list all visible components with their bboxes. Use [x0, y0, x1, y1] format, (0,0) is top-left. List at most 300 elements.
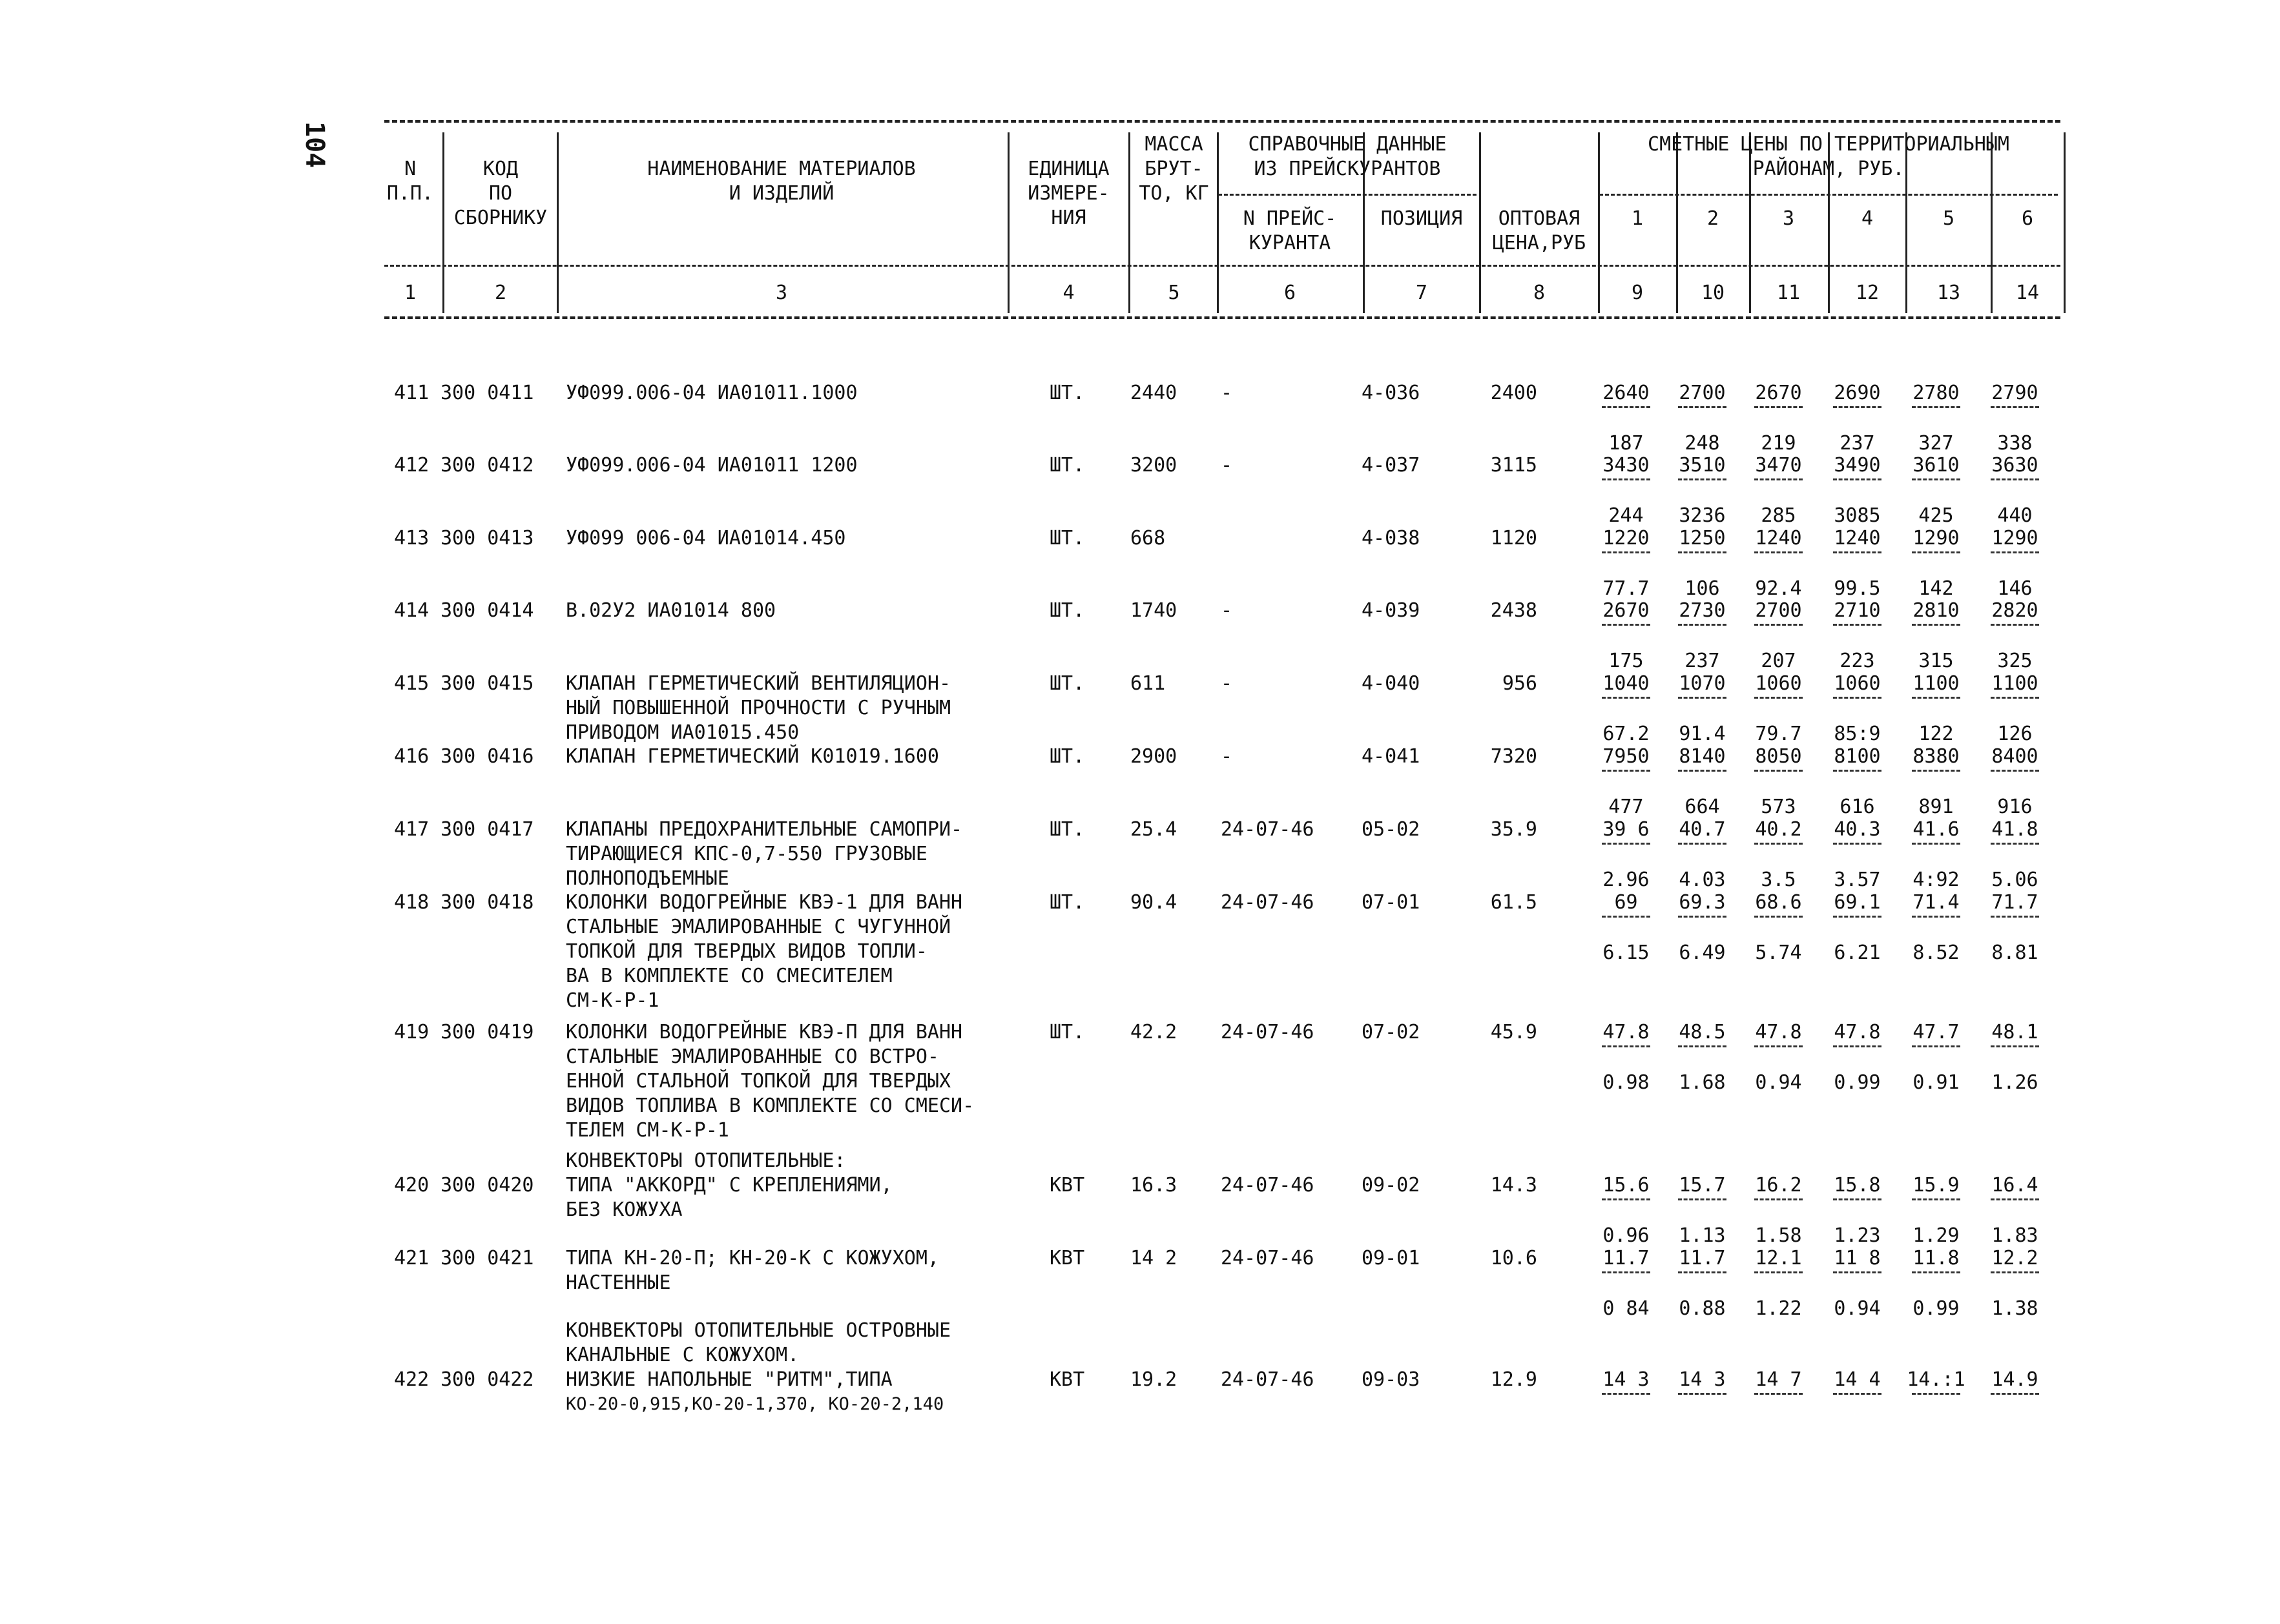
wholesale-price: 3115: [1490, 454, 1537, 477]
region-price-5: [1905, 745, 1967, 819]
header-col-number: N: [404, 158, 417, 180]
row-number: 418: [394, 891, 430, 914]
fraction-bar: [1833, 843, 1881, 845]
region-price-4: [1827, 599, 1888, 673]
region-price-1: [1595, 817, 1657, 892]
row-code: 300 0413: [440, 527, 534, 550]
estimated-price: 2670: [1602, 599, 1650, 622]
fraction-bar: [1912, 1271, 1960, 1273]
region-price-6: [1984, 526, 2046, 601]
transport-cost: 1.58: [1755, 1224, 1802, 1247]
header-top-rule: [384, 120, 2060, 123]
transport-cost: 99.5: [1834, 577, 1881, 600]
region-price-6: [1984, 453, 2046, 528]
header-column-index: 2: [494, 282, 507, 304]
header-region-5: 5: [1942, 207, 1955, 230]
transport-cost: 4:92: [1912, 869, 1960, 891]
transport-cost: 91.4: [1679, 723, 1726, 745]
header-col-pricelist: N ПРЕЙС-: [1243, 207, 1337, 230]
region-price-4: [1827, 890, 1888, 965]
region-price-4: [1827, 381, 1888, 456]
estimated-price: 2730: [1679, 599, 1726, 622]
transport-cost: 187: [1608, 432, 1644, 455]
estimated-price: 69: [1614, 891, 1638, 914]
estimated-price: 11.7: [1679, 1247, 1726, 1269]
estimated-price: 15.7: [1679, 1174, 1726, 1197]
region-price-5: [1905, 453, 1967, 528]
row-number: 415: [394, 672, 430, 695]
region-price-4: [1827, 1368, 1888, 1443]
region-price-3: [1748, 1020, 1809, 1095]
price-list-position: 4-039: [1362, 599, 1420, 622]
fraction-bar: [1602, 770, 1650, 772]
transport-cost: 0.94: [1755, 1071, 1802, 1094]
transport-cost: 0.91: [1912, 1071, 1960, 1094]
estimated-price: 3610: [1912, 454, 1960, 477]
fraction-bar: [1833, 1045, 1881, 1047]
fraction-bar: [1754, 1045, 1803, 1047]
header-col-mass: МАССА: [1145, 133, 1203, 156]
estimated-price: 41.6: [1912, 818, 1960, 841]
region-price-1: [1595, 745, 1657, 819]
estimated-price: 1040: [1602, 672, 1650, 695]
estimated-price: 2670: [1755, 382, 1802, 404]
region-price-1: [1595, 599, 1657, 673]
price-list-number: 24-07-46: [1221, 891, 1314, 914]
fraction-bar: [1678, 916, 1726, 918]
estimated-price: 40.2: [1755, 818, 1802, 841]
region-price-6: [1984, 381, 2046, 456]
header-bottom-rule: [384, 316, 2060, 319]
row-code: 300 0415: [440, 672, 534, 695]
fraction-bar: [1912, 478, 1960, 480]
estimated-price: 48.5: [1679, 1021, 1726, 1043]
material-name: КО-20-0,915,КО-20-1,370, КО-20-2,140: [566, 1394, 944, 1414]
transport-cost: 315: [1918, 650, 1954, 672]
estimated-price: 14 7: [1755, 1368, 1802, 1391]
header-col-position: ПОЗИЦИЯ: [1380, 207, 1463, 230]
estimated-price: 1220: [1602, 527, 1650, 550]
estimated-price: 40.3: [1834, 818, 1881, 841]
fraction-bar: [1991, 916, 2039, 918]
transport-cost: 891: [1918, 796, 1954, 818]
region-price-4: [1827, 1020, 1888, 1095]
estimated-price: 15.9: [1912, 1174, 1960, 1197]
material-name: КОЛОНКИ ВОДОГРЕЙНЫЕ КВЭ-1 ДЛЯ ВАНН: [566, 891, 963, 914]
region-price-2: [1672, 890, 1733, 965]
row-code: 300 0417: [440, 818, 534, 841]
row-code: 300 0420: [440, 1174, 534, 1197]
material-name: ТЕЛЕМ СМ-К-Р-1: [566, 1119, 729, 1142]
material-name: СТАЛЬНЫЕ ЭМАЛИРОВАННЫЕ СО ВСТРО-: [566, 1045, 939, 1068]
region-price-6: [1984, 745, 2046, 819]
group-title: КАНАЛЬНЫЕ С КОЖУХОМ.: [566, 1344, 800, 1366]
region-price-2: [1672, 1020, 1733, 1095]
price-list-number: 24-07-46: [1221, 1368, 1314, 1391]
fraction-bar: [1678, 770, 1726, 772]
wholesale-price: 2438: [1490, 599, 1537, 622]
region-price-3: [1748, 1368, 1809, 1443]
row-code: 300 0412: [440, 454, 534, 477]
row-number: 413: [394, 527, 430, 550]
fraction-bar: [1754, 916, 1803, 918]
estimated-price: 11 8: [1834, 1247, 1881, 1269]
transport-cost: 1.23: [1834, 1224, 1881, 1247]
estimated-price: 47.7: [1912, 1021, 1960, 1043]
estimated-price: 47.8: [1602, 1021, 1650, 1043]
transport-cost: 338: [1997, 432, 2033, 455]
header-price-group: СМЕТНЫЕ ЦЕНЫ ПО ТЕРРИТОРИАЛЬНЫМ: [1648, 133, 2009, 156]
header-col-number: П.П.: [386, 182, 434, 205]
fraction-bar: [1678, 1393, 1726, 1395]
region-price-5: [1905, 890, 1967, 965]
price-list-position: 09-01: [1362, 1247, 1420, 1269]
price-list-number: -: [1221, 672, 1233, 695]
estimated-price: 1060: [1755, 672, 1802, 695]
transport-cost: 3236: [1679, 504, 1726, 527]
fraction-bar: [1602, 624, 1650, 626]
transport-cost: 325: [1997, 650, 2033, 672]
estimated-price: 1240: [1834, 527, 1881, 550]
region-price-1: [1595, 453, 1657, 528]
region-price-2: [1672, 453, 1733, 528]
transport-cost: 67.2: [1602, 723, 1650, 745]
estimated-price: 14.:1: [1907, 1368, 1965, 1391]
estimated-price: 2700: [1755, 599, 1802, 622]
header-column-divider: [442, 132, 444, 313]
fraction-bar: [1602, 1271, 1650, 1273]
fraction-bar: [1991, 770, 2039, 772]
header-region-3: 3: [1782, 207, 1795, 230]
price-list-number: 24-07-46: [1221, 1247, 1314, 1269]
unit-of-measure: ШТ.: [1050, 672, 1085, 695]
wholesale-price: 61.5: [1490, 891, 1537, 914]
region-price-3: [1748, 745, 1809, 819]
estimated-price: 69.1: [1834, 891, 1881, 914]
transport-cost: [1905, 1418, 1967, 1443]
estimated-price: 1250: [1679, 527, 1726, 550]
price-list-position: 4-040: [1362, 672, 1420, 695]
material-name: НЫЙ ПОВЫШЕННОЙ ПРОЧНОСТИ С РУЧНЫМ: [566, 697, 951, 719]
fraction-bar: [1833, 551, 1881, 553]
region-price-6: [1984, 1246, 2046, 1321]
fraction-bar: [1754, 478, 1803, 480]
fraction-bar: [1602, 551, 1650, 553]
row-number: 411: [394, 382, 430, 404]
estimated-price: 7950: [1602, 745, 1650, 768]
region-price-5: [1905, 526, 1967, 601]
region-price-1: [1595, 1020, 1657, 1095]
header-ref-group: СПРАВОЧНЫЕ ДАННЫЕ: [1248, 133, 1447, 156]
transport-cost: [1672, 1418, 1733, 1443]
unit-of-measure: ШТ.: [1050, 454, 1085, 477]
region-price-6: [1984, 672, 2046, 746]
transport-cost: 92.4: [1755, 577, 1802, 600]
transport-cost: 0.96: [1602, 1224, 1650, 1247]
row-code: 300 0419: [440, 1021, 534, 1043]
region-price-2: [1672, 1173, 1733, 1248]
region-price-1: [1595, 526, 1657, 601]
estimated-price: 68.6: [1755, 891, 1802, 914]
fraction-bar: [1833, 770, 1881, 772]
transport-cost: [1748, 1418, 1809, 1443]
price-list-number: 24-07-46: [1221, 1174, 1314, 1197]
wholesale-price: 956: [1502, 672, 1537, 695]
material-name: КОЛОНКИ ВОДОГРЕЙНЫЕ КВЭ-П ДЛЯ ВАНН: [566, 1021, 963, 1043]
row-code: 300 0421: [440, 1247, 534, 1269]
estimated-price: 48.1: [1991, 1021, 2038, 1043]
estimated-price: 1060: [1834, 672, 1881, 695]
estimated-price: 14.9: [1991, 1368, 2038, 1391]
estimated-price: 47.8: [1834, 1021, 1881, 1043]
estimated-price: 40.7: [1679, 818, 1726, 841]
unit-of-measure: КВТ: [1050, 1174, 1085, 1197]
fraction-bar: [1833, 916, 1881, 918]
estimated-price: 1100: [1991, 672, 2038, 695]
region-price-5: [1905, 1173, 1967, 1248]
fraction-bar: [1678, 1045, 1726, 1047]
fraction-bar: [1833, 406, 1881, 408]
estimated-price: 11.7: [1602, 1247, 1650, 1269]
price-list-position: 4-041: [1362, 745, 1420, 768]
fraction-bar: [1754, 406, 1803, 408]
material-name: НАСТЕННЫЕ: [566, 1271, 671, 1294]
region-price-4: [1827, 1246, 1888, 1321]
row-number: 420: [394, 1174, 430, 1197]
fraction-bar: [1678, 624, 1726, 626]
header-column-index: 3: [775, 282, 788, 304]
fraction-bar: [1833, 478, 1881, 480]
fraction-bar: [1602, 843, 1650, 845]
unit-of-measure: КВТ: [1050, 1247, 1085, 1269]
material-name: ТИПА "АККОРД" С КРЕПЛЕНИЯМИ,: [566, 1174, 893, 1197]
region-price-5: [1905, 817, 1967, 892]
header-mid-rule: [384, 265, 2060, 267]
estimated-price: 15.6: [1602, 1174, 1650, 1197]
header-region-2: 2: [1706, 207, 1719, 230]
header-column-index: 12: [1855, 282, 1880, 304]
price-list-position: 09-03: [1362, 1368, 1420, 1391]
transport-cost: [1595, 1418, 1657, 1443]
header-price-group: РАЙОНАМ, РУБ.: [1752, 158, 1905, 180]
header-col-code: СБОРНИКУ: [453, 207, 548, 229]
transport-cost: 126: [1997, 723, 2033, 745]
material-name: ТИПА КН-20-П; КН-20-К С КОЖУХОМ,: [566, 1247, 939, 1269]
gross-mass: 1740: [1130, 599, 1177, 622]
region-price-5: [1905, 1246, 1967, 1321]
gross-mass: 42.2: [1130, 1021, 1177, 1043]
price-list-position: 09-02: [1362, 1174, 1420, 1197]
price-list-position: 07-02: [1362, 1021, 1420, 1043]
region-price-3: [1748, 453, 1809, 528]
material-name: ТИРАЮЩИЕСЯ КПС-0,7-550 ГРУЗОВЫЕ: [566, 843, 928, 865]
fraction-bar: [1754, 624, 1803, 626]
estimated-price: 16.2: [1755, 1174, 1802, 1197]
transport-cost: 85:9: [1834, 723, 1881, 745]
region-price-2: [1672, 672, 1733, 746]
wholesale-price: 1120: [1490, 527, 1537, 550]
region-price-4: [1827, 745, 1888, 819]
material-name: В.02У2 ИА01014 800: [566, 599, 776, 622]
fraction-bar: [1912, 1393, 1960, 1395]
region-price-6: [1984, 1173, 2046, 1248]
fraction-bar: [1678, 1198, 1726, 1200]
price-list-position: 4-036: [1362, 382, 1420, 404]
estimated-price: 16.4: [1991, 1174, 2038, 1197]
fraction-bar: [1991, 624, 2039, 626]
fraction-bar: [1912, 697, 1960, 699]
row-code: 300 0416: [440, 745, 534, 768]
fraction-bar: [1754, 1271, 1803, 1273]
header-column-index: 10: [1701, 282, 1725, 304]
region-price-1: [1595, 672, 1657, 746]
estimated-price: 3490: [1834, 454, 1881, 477]
estimated-price: 8140: [1679, 745, 1726, 768]
region-price-4: [1827, 453, 1888, 528]
fraction-bar: [1754, 551, 1803, 553]
price-list-number: -: [1221, 599, 1233, 622]
page-number: 104: [300, 121, 329, 169]
fraction-bar: [1833, 697, 1881, 699]
row-number: 419: [394, 1021, 430, 1043]
fraction-bar: [1602, 1045, 1650, 1047]
transport-cost: 3085: [1834, 504, 1881, 527]
transport-cost: 77.7: [1602, 577, 1650, 600]
price-list-position: 4-038: [1362, 527, 1420, 550]
transport-cost: 6.15: [1602, 941, 1650, 964]
header-column-index: 6: [1283, 282, 1296, 304]
header-ref-subrule: [1218, 194, 1477, 196]
price-list-position: 4-037: [1362, 454, 1420, 477]
gross-mass: 25.4: [1130, 818, 1177, 841]
header-column-index: 11: [1776, 282, 1801, 304]
transport-cost: 1.22: [1755, 1297, 1802, 1320]
region-price-1: [1595, 1368, 1657, 1443]
unit-of-measure: ШТ.: [1050, 599, 1085, 622]
transport-cost: 616: [1840, 796, 1875, 818]
region-price-3: [1748, 890, 1809, 965]
unit-of-measure: ШТ.: [1050, 527, 1085, 550]
transport-cost: 1.68: [1679, 1071, 1726, 1094]
transport-cost: 146: [1997, 577, 2033, 600]
transport-cost: 573: [1761, 796, 1796, 818]
estimated-price: 2790: [1991, 382, 2038, 404]
region-price-5: [1905, 381, 1967, 456]
fraction-bar: [1991, 1271, 2039, 1273]
fraction-bar: [1754, 1198, 1803, 1200]
header-ref-group: ИЗ ПРЕЙСКУРАНТОВ: [1254, 158, 1441, 180]
price-list-number: -: [1221, 454, 1233, 477]
row-number: 417: [394, 818, 430, 841]
header-col-wholesale: ОПТОВАЯ: [1498, 207, 1580, 230]
header-region-1: 1: [1631, 207, 1644, 230]
estimated-price: 3510: [1679, 454, 1726, 477]
wholesale-price: 14.3: [1490, 1174, 1537, 1197]
fraction-bar: [1912, 406, 1960, 408]
transport-cost: 8.81: [1991, 941, 2038, 964]
row-number: 412: [394, 454, 430, 477]
header-col-code: КОД: [482, 158, 519, 180]
material-name: КЛАПАН ГЕРМЕТИЧЕСКИЙ ВЕНТИЛЯЦИОН-: [566, 672, 951, 695]
transport-cost: 1.29: [1912, 1224, 1960, 1247]
price-list-number: -: [1221, 745, 1233, 768]
material-name: ВИДОВ ТОПЛИВА В КОМПЛЕКТЕ СО СМЕСИ-: [566, 1095, 975, 1117]
transport-cost: 440: [1997, 504, 2033, 527]
transport-cost: 1.38: [1991, 1297, 2038, 1320]
fraction-bar: [1912, 551, 1960, 553]
estimated-price: 71.7: [1991, 891, 2038, 914]
gross-mass: 90.4: [1130, 891, 1177, 914]
fraction-bar: [1678, 478, 1726, 480]
estimated-price: 3430: [1602, 454, 1650, 477]
region-price-2: [1672, 817, 1733, 892]
header-col-code: ПО: [488, 182, 513, 205]
row-code: 300 0414: [440, 599, 534, 622]
transport-cost: 664: [1684, 796, 1720, 818]
header-col-pricelist: КУРАНТА: [1249, 232, 1331, 254]
fraction-bar: [1678, 697, 1726, 699]
region-price-2: [1672, 1246, 1733, 1321]
estimated-price: 8050: [1755, 745, 1802, 768]
unit-of-measure: ШТ.: [1050, 382, 1085, 404]
header-column-divider: [2064, 132, 2066, 313]
region-price-4: [1827, 672, 1888, 746]
transport-cost: 142: [1918, 577, 1954, 600]
transport-cost: 0 84: [1602, 1297, 1650, 1320]
estimated-price: 2710: [1834, 599, 1881, 622]
region-price-6: [1984, 599, 2046, 673]
price-list-number: -: [1221, 382, 1233, 404]
region-price-4: [1827, 817, 1888, 892]
material-name: УФ099.006-04 ИА01011 1200: [566, 454, 858, 477]
estimated-price: 12.1: [1755, 1247, 1802, 1269]
header-col-unit: ЕДИНИЦА: [1028, 158, 1110, 180]
header-col-name: И ИЗДЕЛИЙ: [729, 182, 834, 205]
estimated-price: 14 3: [1679, 1368, 1726, 1391]
fraction-bar: [1602, 697, 1650, 699]
region-price-2: [1672, 526, 1733, 601]
material-name: СМ-К-Р-1: [566, 989, 659, 1012]
header-column-index: 5: [1168, 282, 1180, 304]
region-price-3: [1748, 381, 1809, 456]
fraction-bar: [1678, 843, 1726, 845]
estimated-price: 8380: [1912, 745, 1960, 768]
unit-of-measure: ШТ.: [1050, 891, 1085, 914]
transport-cost: 244: [1608, 504, 1644, 527]
row-code: 300 0411: [440, 382, 534, 404]
transport-cost: 3.5: [1761, 869, 1796, 891]
fraction-bar: [1678, 406, 1726, 408]
region-price-5: [1905, 672, 1967, 746]
material-name: БЕЗ КОЖУХА: [566, 1198, 683, 1221]
estimated-price: 1100: [1912, 672, 1960, 695]
transport-cost: 1.26: [1991, 1071, 2038, 1094]
header-column-index: 9: [1631, 282, 1644, 304]
transport-cost: 79.7: [1755, 723, 1802, 745]
wholesale-price: 45.9: [1490, 1021, 1537, 1043]
region-price-5: [1905, 599, 1967, 673]
estimated-price: 47.8: [1755, 1021, 1802, 1043]
transport-cost: 2.96: [1602, 869, 1650, 891]
fraction-bar: [1991, 697, 2039, 699]
fraction-bar: [1754, 697, 1803, 699]
fraction-bar: [1912, 843, 1960, 845]
fraction-bar: [1833, 1271, 1881, 1273]
header-col-name: НАИМЕНОВАНИЕ МАТЕРИАЛОВ: [647, 158, 916, 180]
estimated-price: 39 6: [1602, 818, 1650, 841]
fraction-bar: [1912, 1045, 1960, 1047]
estimated-price: 3630: [1991, 454, 2038, 477]
